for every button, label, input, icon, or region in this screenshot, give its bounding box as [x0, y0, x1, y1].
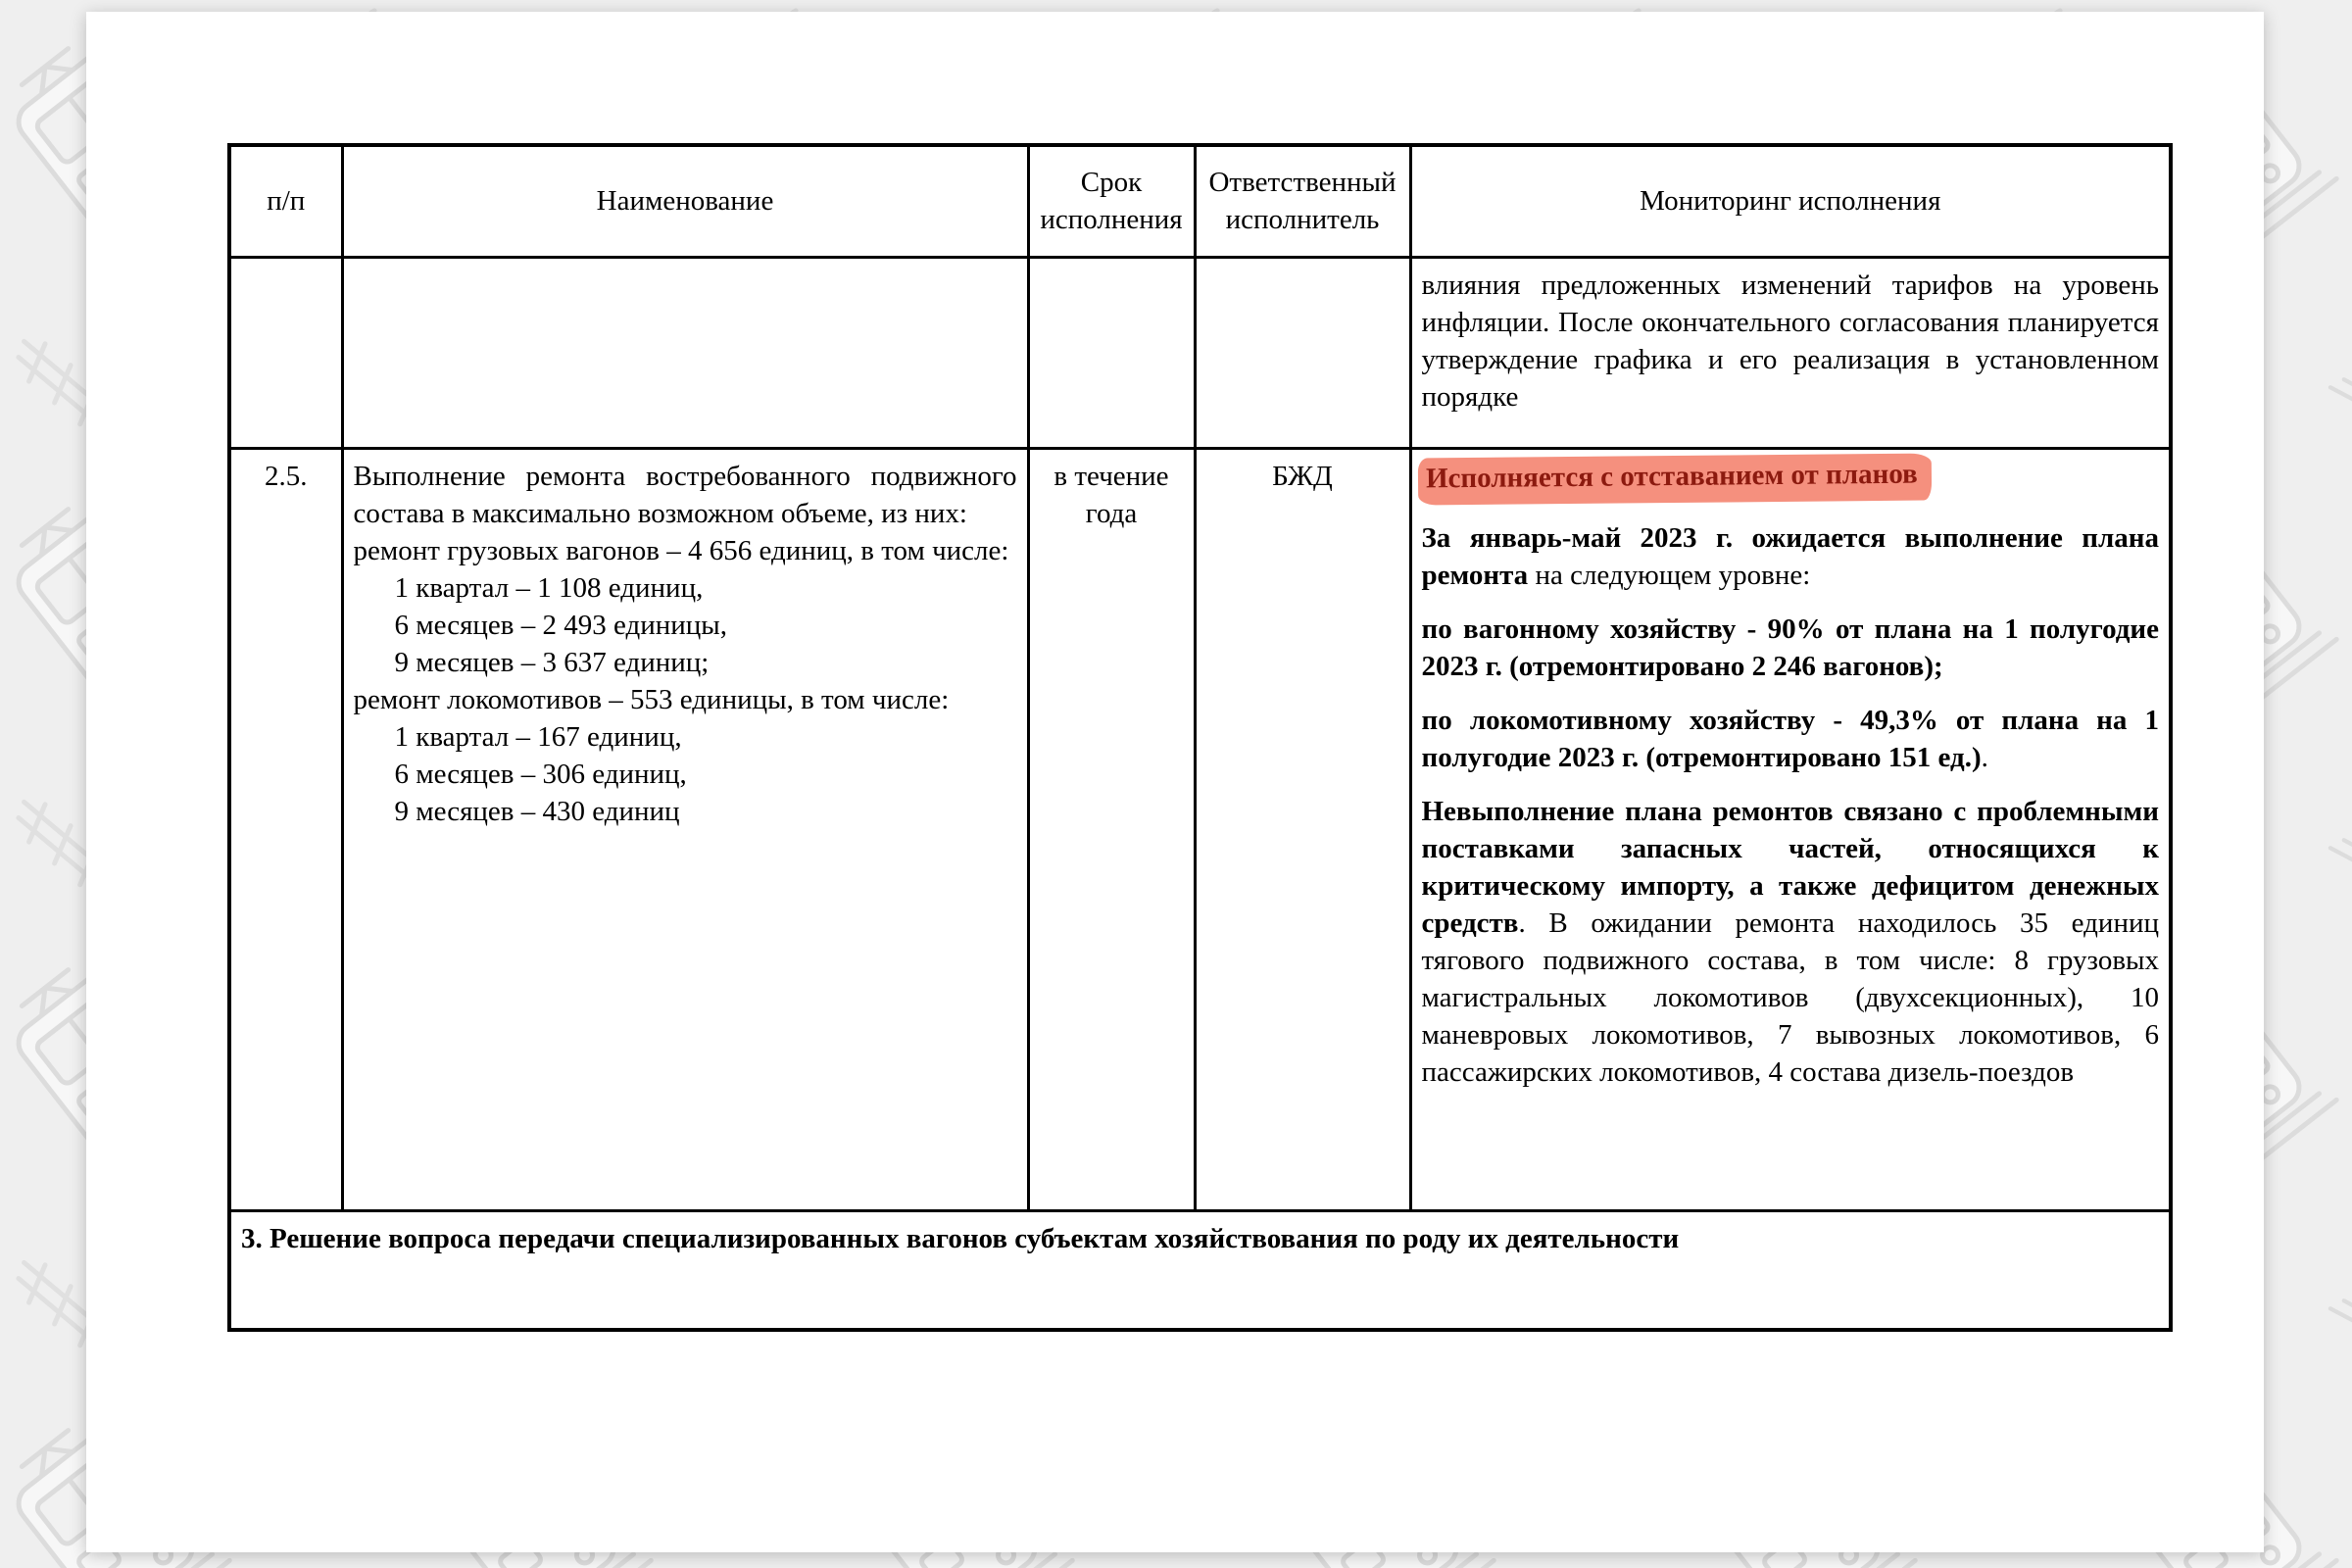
col-header-monitoring: Мониторинг исполнения — [1410, 145, 2171, 257]
cell-executor: БЖД — [1195, 448, 1410, 1210]
monitoring-table — [227, 143, 2173, 1332]
task-list-item: 6 месяцев – 306 единиц, — [394, 758, 687, 790]
monitoring-paragraph — [1422, 793, 2160, 1091]
task-list-item: 9 месяцев – 3 637 единиц; — [394, 646, 710, 678]
task-paragraph: ремонт локомотивов – 553 единицы, в том числе: — [353, 683, 950, 715]
task-list-item: 6 месяцев – 2 493 единицы, — [394, 609, 728, 641]
section-3-title: 3. Решение вопроса передачи специализированных вагонов субъектам хозяйствования по роду их деятельности — [229, 1210, 2171, 1330]
task-list-item: 9 месяцев – 430 единиц — [394, 795, 680, 827]
col-header-name: Наименование — [342, 145, 1028, 257]
status-highlight: Исполняется с отставанием от планов — [1417, 453, 1931, 505]
monitoring-regular-text: на следующем уровне: — [1528, 559, 1811, 591]
table-row-section-3 — [229, 1210, 2171, 1330]
cell-term: в течение года — [1028, 448, 1195, 1210]
header-row — [229, 145, 2171, 257]
table-row-2-5 — [229, 448, 2171, 1210]
cell-executor-empty — [1195, 257, 1410, 448]
status-line — [1422, 458, 2160, 503]
monitoring-paragraph: по вагонному хозяйству - 90% от плана на 1 полугодие 2023 г. (отремонтировано 2 246 вагонов); — [1421, 612, 2159, 682]
task-list-item: 1 квартал – 167 единиц, — [394, 720, 682, 753]
table-row-continuation — [229, 257, 2171, 448]
cell-num-empty — [229, 257, 342, 448]
cell-name-empty — [342, 257, 1028, 448]
task-paragraph: Выполнение ремонта востребованного подвижного состава в максимально возможном объеме, из них: — [353, 460, 1017, 529]
cell-row-number: 2.5. — [229, 448, 342, 1210]
monitoring-bold-text: За январь-май 2023 г. ожидается выполнение плана ремонта — [1421, 521, 2159, 591]
monitoring-bold-text: по локомотивному хозяйству - 49,3% от плана на 1 полугодие 2023 г. (отремонтировано 151 ед.) — [1421, 704, 2159, 773]
col-header-executor: Ответственный исполнитель — [1195, 145, 1410, 257]
monitoring-paragraph — [1422, 519, 2160, 594]
monitoring-regular-text: . В ожидании ремонта находилось 35 единиц тягового подвижного состава, в том числе: 8 грузовых магистральных локомотивов (двухсекционных), 10 маневровых локомотивов, 7 вывозных локомотивов, 6 пассажирских локомотивов, 4 состава дизель-поездов — [1421, 906, 2159, 1088]
task-paragraph: ремонт грузовых вагонов – 4 656 единиц, в том числе: — [353, 534, 1009, 566]
cell-monitoring — [1410, 448, 2171, 1210]
document-page — [86, 12, 2264, 1552]
col-header-num: п/п — [229, 145, 342, 257]
cell-task-name — [342, 448, 1028, 1210]
cell-monitoring-continuation: влияния предложенных изменений тарифов на уровень инфляции. После окончательного согласования планируется утверждение графика и его реализация в установленном порядке — [1410, 257, 2171, 448]
monitoring-paragraph — [1422, 702, 2160, 776]
monitoring-regular-text: . — [1981, 741, 1988, 773]
cell-term-empty — [1028, 257, 1195, 448]
monitoring-bold-text: Невыполнение плана ремонтов связано с проблемными поставками запасных частей, относящихся к критическому импорту, а также дефицитом денежных средств — [1421, 795, 2159, 939]
task-list-item: 1 квартал – 1 108 единиц, — [394, 571, 704, 604]
col-header-term: Срок исполнения — [1028, 145, 1195, 257]
